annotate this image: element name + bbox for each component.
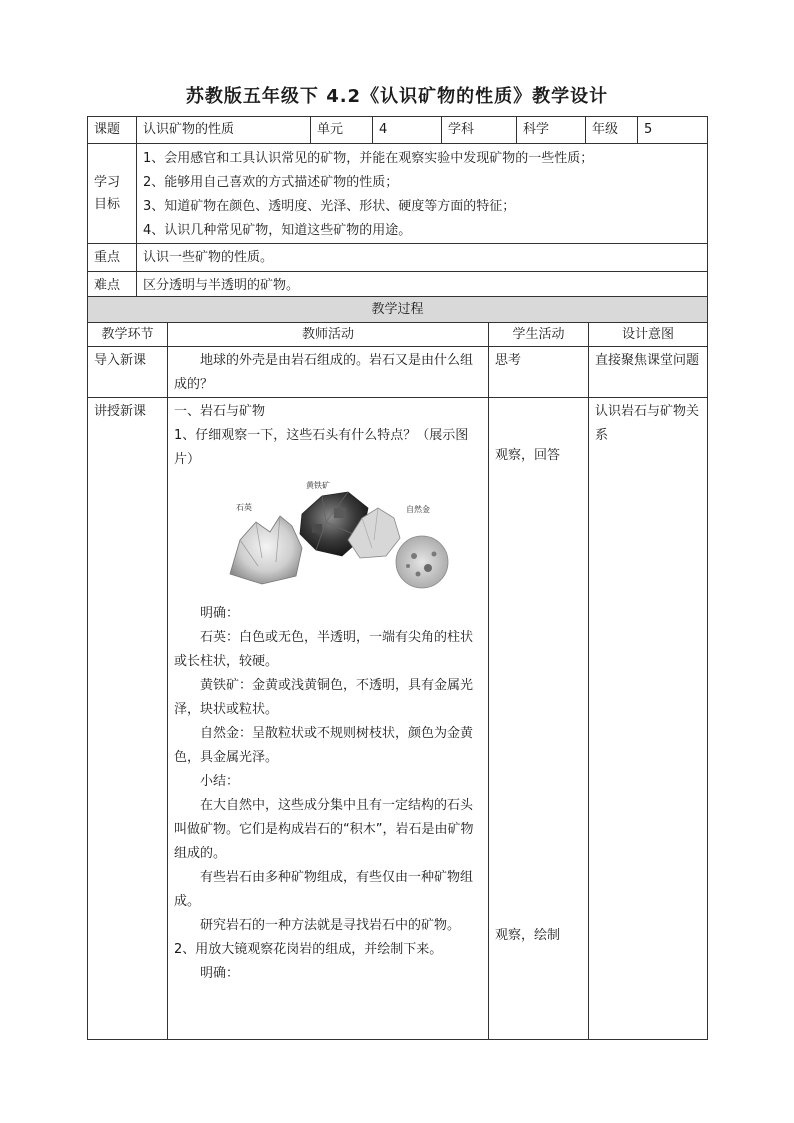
grade-value: 5 [638,117,708,144]
column-header-intent: 设计意图 [589,323,708,347]
objectives-list [137,144,708,244]
gold-label: 自然金 [406,505,430,514]
process-heading-row [88,297,708,323]
clarify-label-2: 明确： [200,966,240,981]
intro-design-intent: 直接聚焦课堂问题 [589,347,708,398]
summary-paragraph: 有些岩石由多种矿物组成，有些仅由一种矿物组成。 [174,870,474,909]
intro-student-activity: 思考 [489,347,589,398]
summary-paragraph: 在大自然中，这些成分集中且有一定结构的石头叫做矿物。它们是构成岩石的“积木”，岩石是由矿物组成的。 [174,798,474,861]
clarify-label: 明确： [200,606,240,621]
student-activity-1: 观察，回答 [495,448,561,463]
quartz-description: 石英：白色或无色，半透明，一端有尖角的柱状或长柱状，较硬。 [174,630,474,669]
key-point-label: 重点 [88,244,137,272]
intro-stage: 导入新课 [88,347,168,398]
process-columns-row [88,323,708,347]
pyrite-label: 黄铁矿 [306,481,330,490]
objective-item: 1、会用感官和工具认识常见的矿物，并能在观察实验中发现矿物的一些性质； [143,151,594,166]
key-point-row [88,244,708,272]
intro-row [88,347,708,398]
intro-teacher-activity: 地球的外壳是由岩石组成的。岩石又是由什么组成的？ [168,347,489,398]
process-table [87,296,708,1040]
column-header-teacher: 教师活动 [168,323,489,347]
process-heading: 教学过程 [88,297,708,323]
objectives-label: 学习 目标 [88,144,137,244]
quartz-specimen [230,516,302,584]
objective-item: 3、知道矿物在颜色、透明度、光泽、形状、硬度等方面的特征； [143,199,516,214]
header-row [88,117,708,144]
summary-paragraph: 研究岩石的一种方法就是寻找岩石中的矿物。 [200,918,461,933]
topic-value: 认识矿物的性质 [137,117,311,144]
lesson-student-activity [489,398,589,1040]
difficulty-text: 区分透明与半透明的矿物。 [137,272,708,300]
lesson-row [88,398,708,1040]
question-2: 2、用放大镜观察花岗岩的组成，并绘制下来。 [174,942,443,957]
lesson-design-intent: 认识岩石与矿物关系 [589,398,708,1040]
objective-item: 4、认识几种常见矿物，知道这些矿物的用途。 [143,223,412,238]
unit-value: 4 [373,117,442,144]
difficulty-label: 难点 [88,272,137,300]
question-1: 1、仔细观察一下，这些石头有什么特点？（展示图片） [174,428,469,467]
document-title: 苏教版五年级下 4.2《认识矿物的性质》教学设计 [185,86,609,107]
subject-value: 科学 [517,117,586,144]
minerals-illustration [222,478,452,598]
pyrite-description: 黄铁矿：金黄或浅黄铜色，不透明，具有金属光泽，块状或粒状。 [174,678,474,717]
section-heading: 一、岩石与矿物 [174,404,266,419]
gold-specimen [396,536,448,588]
subject-label: 学科 [442,117,517,144]
unit-label: 单元 [311,117,373,144]
quartz-label: 石英 [236,503,252,512]
student-activity-2: 观察，绘制 [495,928,561,943]
gold-description: 自然金：呈散粒状或不规则树枝状，颜色为金黄色，具金属光泽。 [174,726,474,765]
summary-label: 小结： [200,774,240,789]
key-point-text: 认识一些矿物的性质。 [137,244,708,272]
objective-item: 2、能够用自己喜欢的方式描述矿物的性质； [143,175,399,190]
column-header-stage: 教学环节 [88,323,168,347]
lesson-teacher-activity [168,398,489,1040]
objectives-row [88,144,708,244]
grade-label: 年级 [586,117,638,144]
info-table [87,116,708,300]
column-header-student: 学生活动 [489,323,589,347]
lesson-stage: 讲授新课 [88,398,168,1040]
topic-label: 课题 [88,117,137,144]
minerals-image [174,472,482,602]
